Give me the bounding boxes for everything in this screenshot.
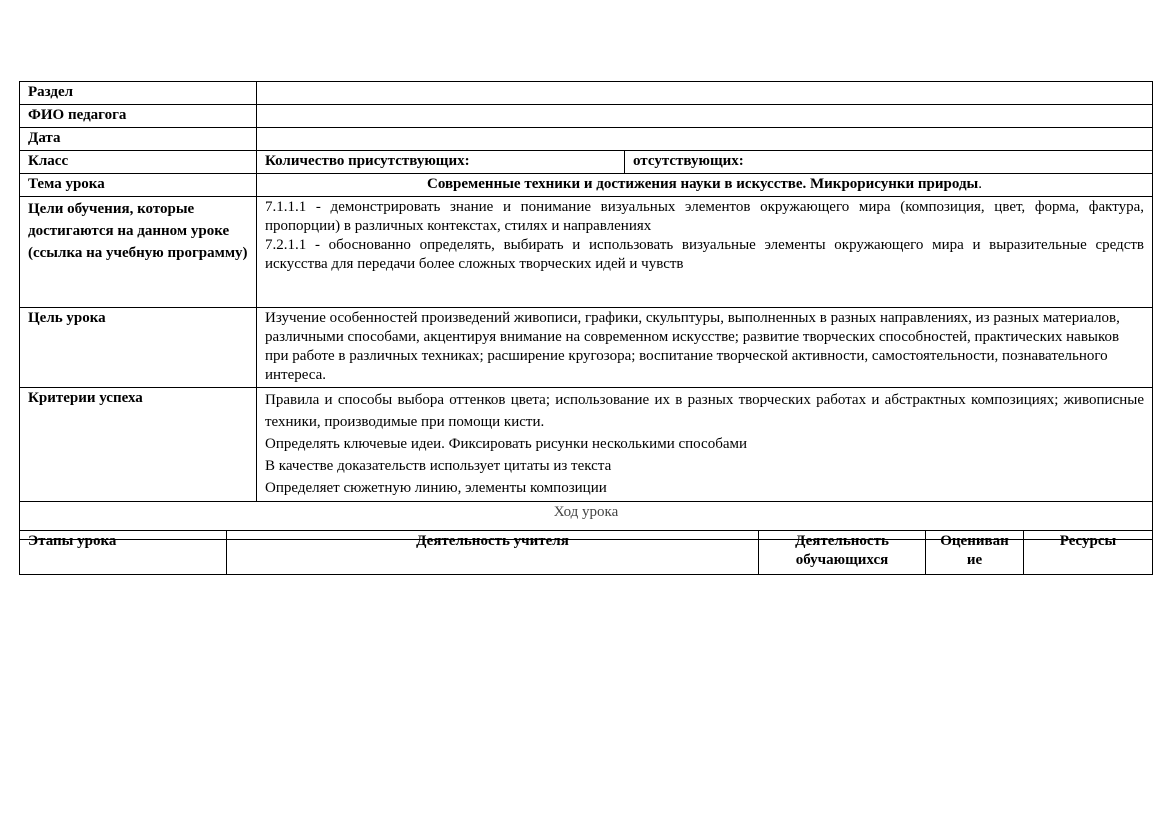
- criterion-item: В качестве доказательств использует цитаты из текста: [265, 458, 612, 474]
- value-tseli: [257, 197, 1153, 308]
- header-resources: Ресурсы: [1024, 531, 1153, 575]
- row-klass: [20, 151, 1153, 174]
- value-kriterii: [257, 388, 1153, 502]
- label-kriterii: Критерии успеха: [20, 388, 257, 502]
- label-razdel: Раздел: [20, 82, 257, 105]
- tema-suffix: .: [978, 176, 982, 192]
- row-razdel: [20, 82, 1153, 105]
- label-data: Дата: [20, 128, 257, 151]
- value-tsel: Изучение особенностей произведений живописи, графики, скульптуры, выполненных в разных направлениях, из разных материалов, различными способами, акцентируя внимание на современном искусстве; развитие творческих способностей, практических навыков при работе в различных техниках; расширение кругозора; воспитание творческой активности, самостоятельности, познавательного интереса.: [257, 308, 1153, 388]
- value-data[interactable]: [257, 128, 1153, 151]
- criterion-item: Правила и способы выбора оттенков цвета; использование их в разных творческих работах и абстрактных композициях; живописные техники, производимые при помощи кисти.: [265, 392, 1144, 430]
- header-assessment: Оцениван ие: [926, 531, 1024, 575]
- row-tsel: [20, 308, 1153, 388]
- value-fio[interactable]: [257, 105, 1153, 128]
- value-razdel[interactable]: [257, 82, 1153, 105]
- row-data: [20, 128, 1153, 151]
- hod-uroka: Ход урока: [20, 502, 1153, 540]
- header-teacher: Деятельность учителя: [227, 531, 759, 575]
- row-kriterii: [20, 388, 1153, 502]
- goal-item: 7.2.1.1 - обоснованно определять, выбирать и использовать визуальные элементы окружающего мира и выразительные средств искусства для передачи более сложных творческих идей и чувств: [265, 237, 1144, 272]
- tema-text: Современные техники и достижения науки в искусстве. Микрорисунки природы: [427, 176, 979, 192]
- goal-item: 7.1.1.1 - демонстрировать знание и понимание визуальных элементов окружающего мира (композиция, цвет, форма, фактура, пропорции) в различных контекстах, стилях и направлениях: [265, 199, 1144, 234]
- row-tseli: [20, 197, 1153, 308]
- criterion-item: Определять ключевые идеи. Фиксировать рисунки несколькими способами: [265, 436, 747, 452]
- stages-header-row: [20, 531, 1153, 575]
- present-count[interactable]: Количество присутствующих:: [257, 151, 625, 174]
- value-tema: [257, 174, 1153, 197]
- lesson-plan-table: [19, 81, 1153, 540]
- stages-table: [19, 530, 1153, 575]
- header-students: Деятельность обучающихся: [759, 531, 926, 575]
- label-tsel: Цель урока: [20, 308, 257, 388]
- absent-count[interactable]: отсутствующих:: [625, 151, 1153, 174]
- row-tema: [20, 174, 1153, 197]
- label-fio: ФИО педагога: [20, 105, 257, 128]
- criterion-item: Определяет сюжетную линию, элементы композиции: [265, 480, 607, 496]
- row-fio: [20, 105, 1153, 128]
- label-klass: Класс: [20, 151, 257, 174]
- label-tseli: Цели обучения, которые достигаются на данном уроке (ссылка на учебную программу): [20, 197, 257, 308]
- header-etapy: Этапы урока: [20, 531, 227, 575]
- label-tema: Тема урока: [20, 174, 257, 197]
